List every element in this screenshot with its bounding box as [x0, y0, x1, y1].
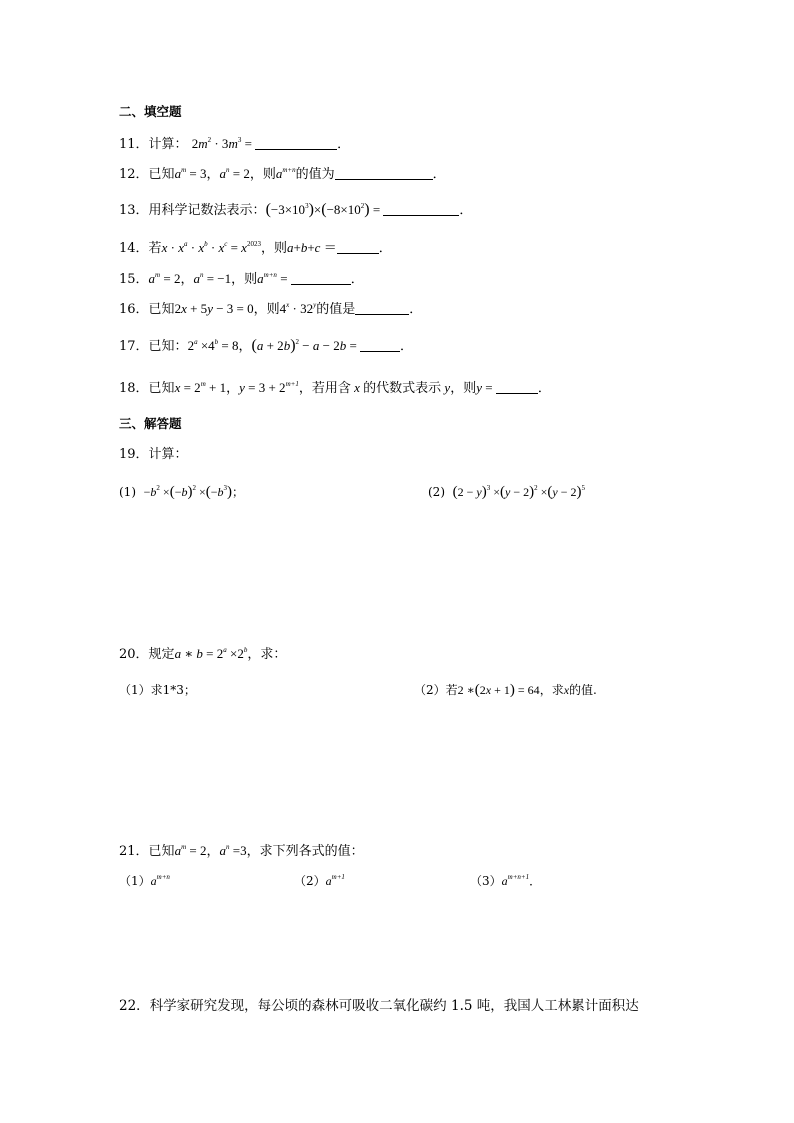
question-number: 15． — [119, 272, 149, 287]
question-19-part-2 — [428, 482, 585, 502]
question-19-part-1 — [119, 482, 244, 502]
math-expression: a — [174, 843, 182, 858]
question-number: 18． — [119, 381, 149, 396]
question-22 — [119, 996, 639, 1016]
math-expression: a — [174, 166, 182, 181]
question-15: 15．$a^m = 2$，$a^n = -1$，则$a^{m+n}$ = ． — [119, 271, 364, 287]
answer-blank[interactable] — [255, 137, 337, 150]
question-text: 的值是 — [316, 302, 356, 317]
part-label: （1） — [119, 874, 151, 888]
answer-blank[interactable] — [337, 241, 379, 254]
question-text: ，则 — [450, 381, 477, 396]
question-19 — [119, 445, 188, 465]
math-expression: $2^a \times 4^b = 8$ — [187, 338, 239, 353]
math-expression: 2 ∗(2x + 1) = 64 — [457, 682, 540, 698]
question-text: 的值. — [569, 683, 597, 697]
question-12: 12．已知$a^m = 3$，$a^n = 2$，则$a^{m+n}$的值为 ． — [119, 166, 446, 182]
question-text: ，则 — [249, 167, 276, 182]
question-text: 用科学记数法表示： — [148, 203, 266, 218]
question-text: ，求下列各式的值： — [246, 844, 364, 859]
answer-blank[interactable] — [360, 339, 400, 352]
math-expression: a — [148, 271, 156, 286]
question-21-part-1: $(1)a^{m+n}$ — [119, 873, 170, 888]
question-20-part-2: （2）若2 ∗(2x + 1) = 64，求x的值. — [414, 682, 597, 698]
question-20-part-1: （1）求1*3； — [119, 683, 196, 697]
answer-blank[interactable] — [383, 203, 459, 216]
question-16: 16．已知2x + 5y − 3 = 0，则$4^x \cdot 32^y$的值是 ． — [119, 301, 423, 317]
math-expression: $(-3\times 10^3)\times(-8\times 10^2)$ = — [265, 201, 384, 218]
question-11: 11．计算： $2m^2 \cdot 3m^3$ = ． — [119, 136, 351, 152]
math-expression: 2x + 5y − 3 = 0 — [174, 301, 254, 316]
part-label: （3） — [470, 874, 502, 888]
answer-blank[interactable] — [496, 381, 538, 394]
answer-blank[interactable] — [355, 302, 409, 315]
question-text: ，若用含 — [298, 381, 351, 396]
question-text: ，则 — [253, 302, 280, 317]
question-number: 11． — [119, 137, 149, 152]
question-text: 若 — [148, 241, 162, 256]
question-text: ，则 — [231, 272, 258, 287]
question-14: 14．若$x \cdot x^a \cdot x^b \cdot x^c = x^{2023}$，则a+b+c ＝ ． — [119, 240, 392, 256]
answer-blank[interactable] — [291, 272, 351, 285]
question-text: 已知 — [148, 381, 175, 396]
question-text: 计算： — [148, 447, 188, 462]
math-expression: $x = 2^m + 1$ — [174, 380, 227, 395]
question-17: 17．已知：$2^a \times 4^b = 8$，$(a + 2b)^2 - a - 2b$ = ． — [119, 337, 414, 354]
question-text: 规定 — [148, 647, 175, 662]
math-expression: a — [150, 874, 157, 888]
question-number: 13． — [119, 203, 149, 218]
question-text: 的值为 — [295, 167, 335, 182]
math-expression: $2m^2 \cdot 3m^3$ = — [191, 136, 256, 151]
question-text: ，则 — [260, 241, 287, 256]
part-label: （2） — [294, 874, 326, 888]
question-number: 20． — [119, 647, 149, 662]
question-text: ，求： — [247, 647, 287, 662]
question-text: 计算： — [148, 137, 188, 152]
question-number: 22． — [119, 998, 150, 1014]
question-number: 19． — [119, 447, 149, 462]
question-text: ，求 — [539, 683, 564, 697]
question-21-part-2: $(2)a^{m+1}$ — [294, 873, 345, 888]
math-expression: a — [325, 874, 332, 888]
question-number: 14． — [119, 241, 149, 256]
question-text: 的代数式表示 — [363, 381, 442, 396]
question-20 — [119, 644, 286, 665]
question-18: 18．已知$x = 2^m + 1$，$y = 3 + 2^{m+1}$，若用含 x 的代数式表示 y，则y = ． — [119, 380, 551, 396]
math-expression: a — [501, 874, 508, 888]
question-number: 17． — [119, 339, 149, 354]
math-expression: a ∗ $b = 2^a \times 2^b$ — [174, 646, 248, 661]
question-number: 21． — [119, 844, 149, 859]
question-text: 已知 — [148, 844, 175, 859]
part-label: (1) — [119, 485, 136, 499]
question-number: 12． — [119, 167, 149, 182]
math-expression: $(2 - y)^3 \times(y - 2)^2 \times(y - 2)^5$ — [452, 484, 586, 500]
answer-blank[interactable] — [335, 167, 433, 180]
section-solve-heading: 三、解答题 — [119, 416, 182, 431]
math-expression: $-b^2 \times(-b)^2 \times(-b^3)$； — [143, 484, 245, 500]
part-label: （2）若 — [414, 683, 458, 697]
math-expression: x — [161, 240, 168, 255]
question-text: 科学家研究发现，每公顷的森林可吸收二氧化碳约 1.5 吨，我国人工林累计面积达 — [149, 998, 639, 1014]
question-text: 已知 — [148, 167, 175, 182]
question-13: 13．用科学记数法表示：$(-3\times 10^3)\times(-8\times 10^2)$ = ． — [119, 201, 473, 218]
section-fill-in-heading: 二、填空题 — [119, 104, 182, 119]
part-label: (2) — [428, 485, 445, 499]
question-21-part-3: $(3)a^{m+n+1}$． — [470, 873, 542, 888]
question-text: 已知 — [148, 302, 175, 317]
question-21: 21．已知$a^m = 2$，$a^n =3$，求下列各式的值： — [119, 843, 364, 859]
question-number: 16． — [119, 302, 149, 317]
question-text: 已知： — [148, 339, 188, 354]
